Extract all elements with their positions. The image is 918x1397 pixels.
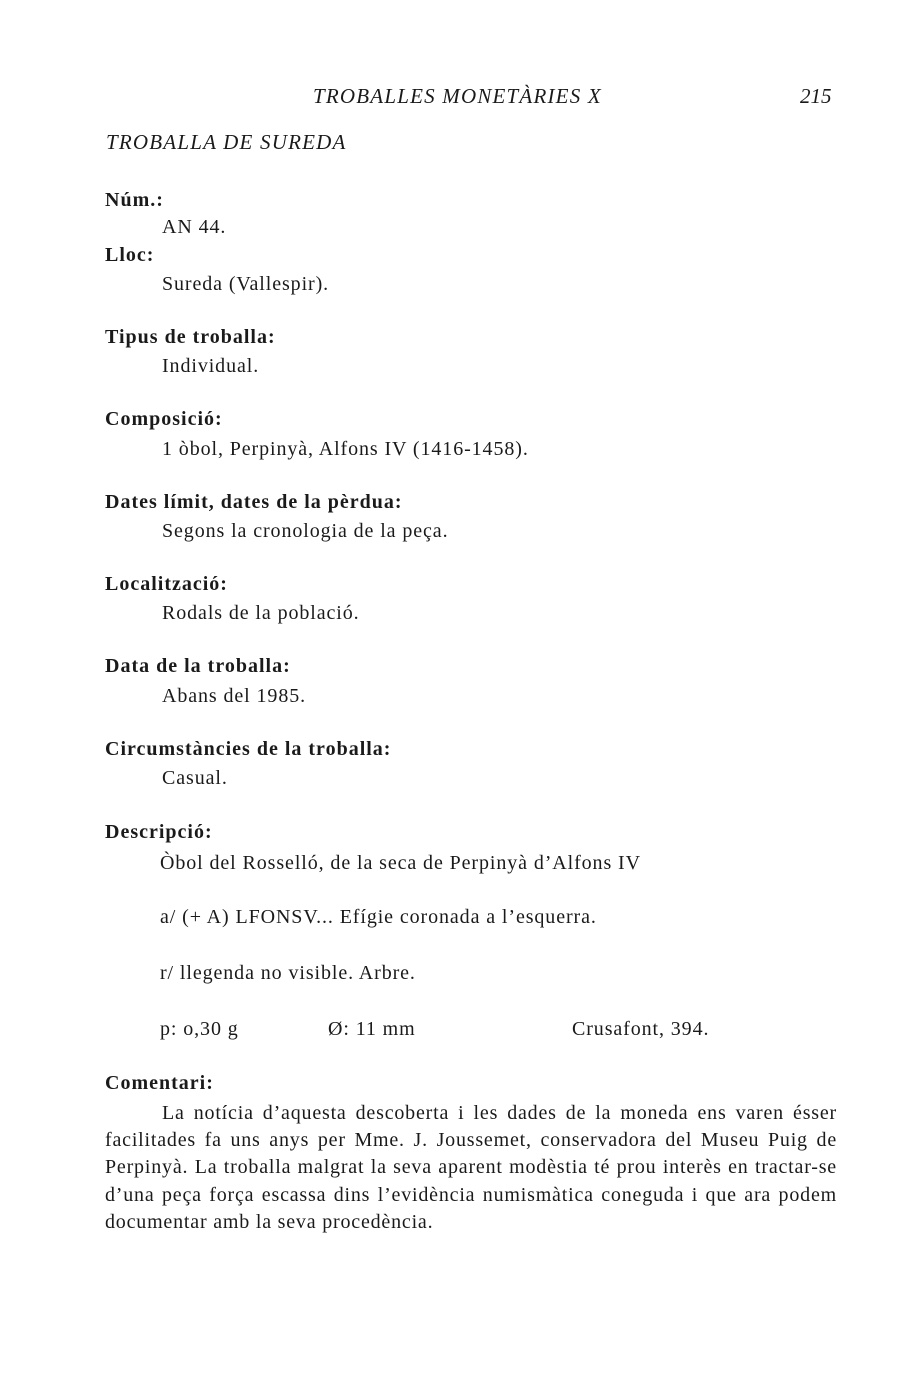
comentari-label: Comentari:: [105, 1072, 214, 1094]
description-line: Òbol del Rosselló, de la seca de Perpinyà d’Alfons IV: [160, 852, 641, 874]
page-number: 215: [800, 84, 832, 108]
reverse-description: r/ llegenda no visible. Arbre.: [160, 962, 416, 984]
catalogue-reference: Crusafont, 394.: [572, 1018, 710, 1040]
descripcio-label: Descripció:: [105, 821, 213, 843]
document-title: TROBALLA DE SUREDA: [106, 130, 347, 154]
dates-label: Dates límit, dates de la pèrdua:: [105, 491, 403, 513]
tipus-label: Tipus de troballa:: [105, 326, 276, 348]
composicio-value: 1 òbol, Perpinyà, Alfons IV (1416-1458).: [162, 438, 529, 460]
running-title: TROBALLES MONETÀRIES X: [313, 84, 602, 108]
data-value: Abans del 1985.: [162, 685, 307, 707]
comment-paragraph: La notícia d’aquesta descoberta i les dades de la moneda ens varen ésser facilitades fa uns anys per Mme. J. Joussemet, conservadora del Museu Puig de Perpinyà. La troballa malgrat la seva aparent modèstia té prou interès en tractar-se d’una peça força escassa dins l’evidència numismàtica coneguda i que ara podem documentar amb la seva procedència.: [105, 1102, 837, 1233]
num-value: AN 44.: [162, 216, 227, 238]
tipus-value: Individual.: [162, 355, 260, 377]
circumstancies-label: Circumstàncies de la troballa:: [105, 738, 392, 760]
dates-value: Segons la cronologia de la peça.: [162, 520, 449, 542]
weight-value: p: o,30 g: [160, 1018, 239, 1040]
composicio-label: Composició:: [105, 408, 223, 430]
num-label: Núm.:: [105, 189, 164, 211]
localitzacio-value: Rodals de la població.: [162, 602, 360, 624]
data-label: Data de la troballa:: [105, 655, 291, 677]
lloc-label: Lloc:: [105, 244, 155, 266]
circumstancies-value: Casual.: [162, 767, 228, 789]
diameter-value: Ø: 11 mm: [328, 1018, 416, 1040]
obverse-description: a/ (+ A) LFONSV... Efígie coronada a l’esquerra.: [160, 906, 597, 928]
lloc-value: Sureda (Vallespir).: [162, 273, 330, 295]
localitzacio-label: Localització:: [105, 573, 228, 595]
